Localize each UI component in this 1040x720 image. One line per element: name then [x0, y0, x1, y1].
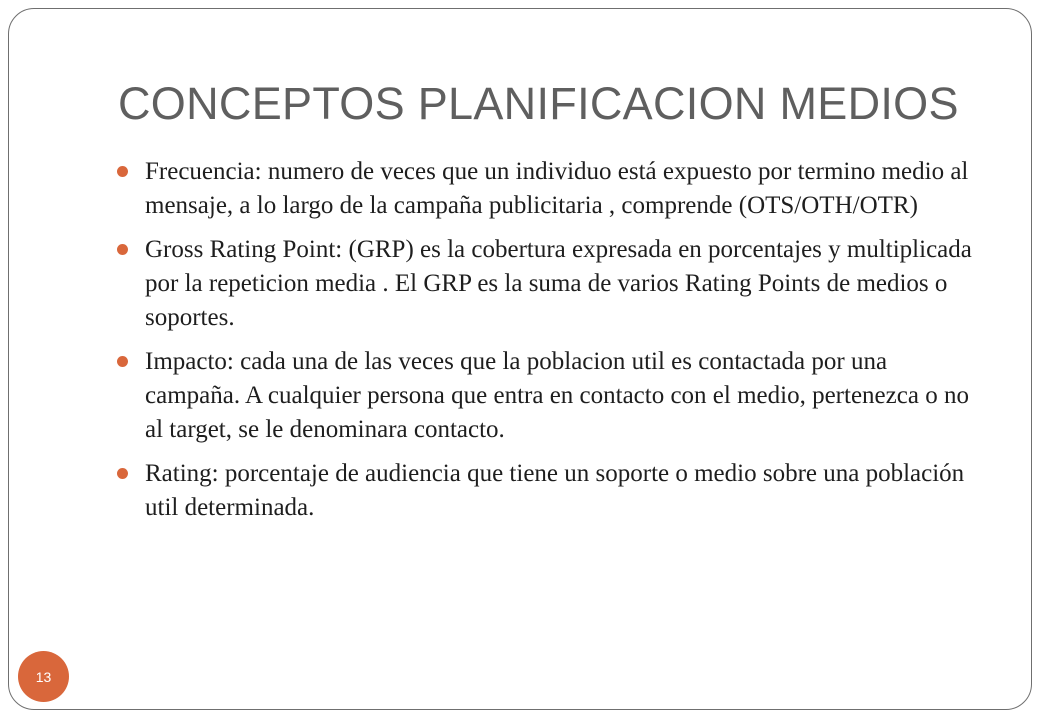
bullet-item-frecuencia [112, 155, 982, 223]
bullet-item-grp [112, 233, 982, 335]
bullet-dot-icon [117, 244, 128, 255]
bullet-text: Impacto: cada una de las veces que la poblacion util es contactada por una campaña. A cualquier persona que entra en contacto con el medio, pertenezca o no al target, se le denominara contacto. [145, 348, 969, 443]
bullet-text: Gross Rating Point: (GRP) es la cobertura expresada en porcentajes y multiplicada por la repeticion media . El GRP es la suma de varios Rating Points de medios o soportes. [145, 236, 972, 331]
bullet-item-rating [112, 457, 982, 525]
bullet-item-impacto [112, 345, 982, 447]
page-number-badge: 13 [18, 651, 69, 702]
bullet-dot-icon [117, 356, 128, 367]
bullet-text: Frecuencia: numero de veces que un individuo está expuesto por termino medio al mensaje, a lo largo de la campaña publicitaria , comprende (OTS/OTH/OTR) [145, 158, 969, 219]
bullet-list [112, 155, 982, 535]
bullet-dot-icon [117, 468, 128, 479]
slide-title: CONCEPTOS PLANIFICACION MEDIOS [118, 78, 959, 129]
bullet-dot-icon [117, 166, 128, 177]
bullet-text: Rating: porcentaje de audiencia que tiene un soporte o medio sobre una población util determinada. [145, 460, 965, 521]
